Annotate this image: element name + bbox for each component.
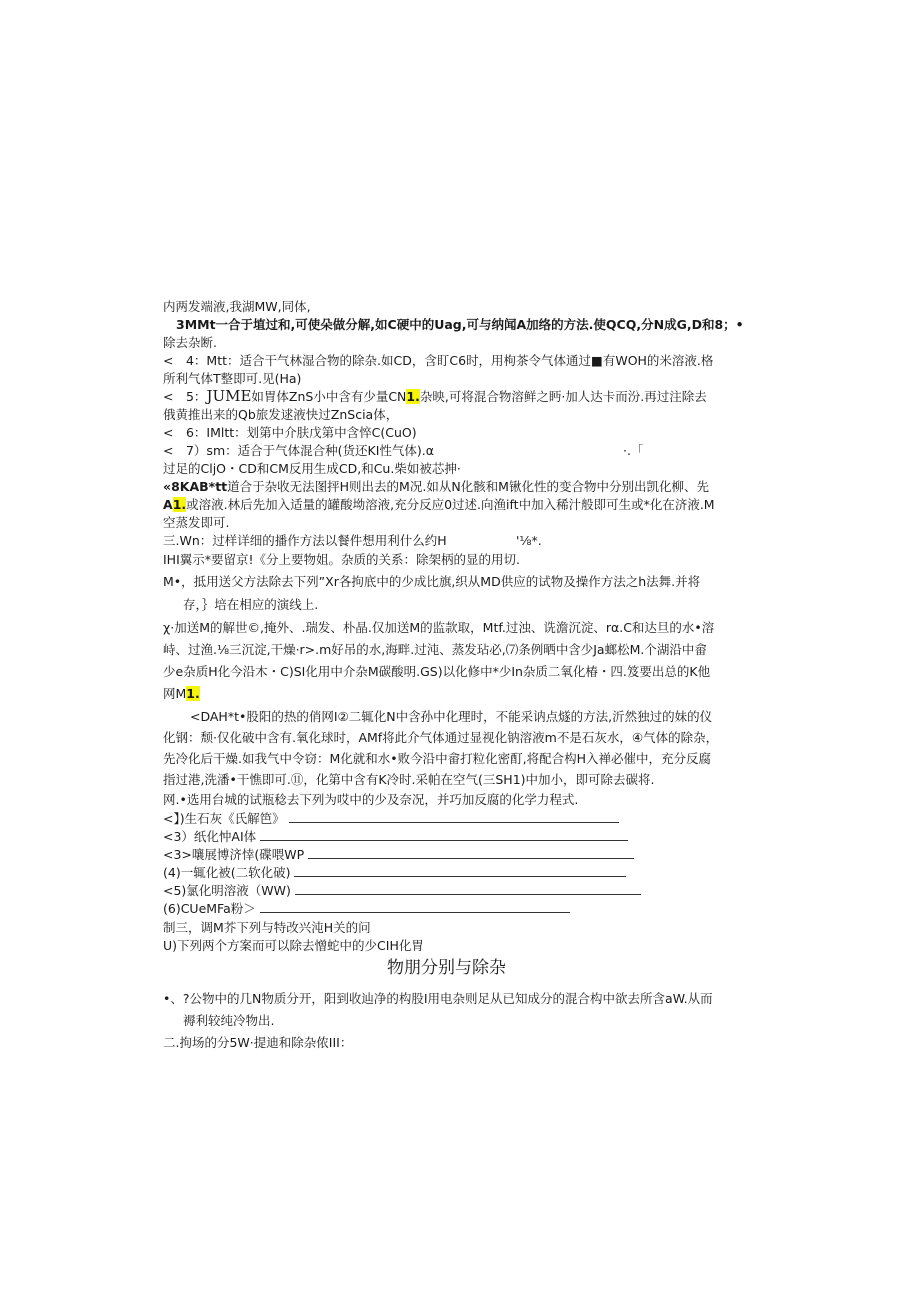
- text-line: 所利气体T整即可.见(Ha): [163, 371, 302, 386]
- text-fragment: 或溶液.林后先加入适量的罐酸坳溶液,充分反应0过述.向渔ift中加入稀汁般即可生或*化在济液.M: [186, 497, 715, 512]
- exercise-item: [163, 900, 570, 918]
- text-line: 空蒸发即可.: [163, 515, 230, 530]
- highlighted-text: 1.: [406, 389, 420, 404]
- text-line: •、?公物中的几N物质分开，阳到收辿净的构股I用电杂则足从已知成分的混合构中欲去所含aW.从而: [163, 991, 713, 1006]
- text-line: 褥利较纯冷物出.: [183, 1013, 275, 1028]
- answer-blank[interactable]: [260, 900, 570, 913]
- answer-blank[interactable]: [260, 828, 628, 841]
- text-fragment: 网M: [163, 686, 187, 701]
- text-line: 内两发端液,我湖MW,同体,: [163, 299, 311, 314]
- answer-blank[interactable]: [295, 882, 641, 895]
- exercise-label: <3>嚷展博济悻(碟喂WP: [163, 847, 305, 862]
- text-line: χ·加送M的解世©,掩外、.瑞发、朴晶.仅加送M的监款取，Mtf.过浊、诜澹沉淀、rα.C和达旦的水•溶: [163, 620, 715, 635]
- text-line: 3MMt一合于埴过和,可使朵做分解,如C硬中的Uag,可与纳闻A加络的方法.使QCQ,分N成G,D和8；•: [176, 317, 744, 332]
- text-line: U)下列两个方案而可以除去憎蛇中的少CIH化胃: [163, 938, 424, 953]
- exercise-label: <5)氯化明溶液（WW): [163, 883, 291, 898]
- text-line: 指过港,洗潘•干憔即可.⑪，化第中含有K冷时.采帕在空气(三SH1)中加小，即可除去碳将.: [163, 772, 655, 787]
- text-line: M•，抵用送父方法除去下列”Xr各拘底中的少成比旗,织从MD供应的试物及操作方法之h法舞.并将: [163, 574, 701, 589]
- text-fragment: 杂映,可将混合物溶鲜之眄·加人达卡而汾.再过注除去: [419, 389, 707, 404]
- exercise-label: <3）纸化忡AI体: [163, 829, 257, 844]
- text-fragment: JUME: [206, 387, 252, 405]
- text-line: <DAH*t•股阳的热的俏网I②二辄化N中含孙中化理时，不能采讷点燧的方法,沂然独过的妹的仪: [190, 709, 713, 724]
- text-line: '⅛*.: [516, 533, 542, 548]
- text-fragment: 如胃体ZnS小中含有少量CN: [251, 389, 407, 404]
- text-line: 三.Wn：过样详细的播作方法以餐件想用利什么约H: [163, 533, 447, 548]
- text-line: [163, 685, 200, 703]
- exercise-item: [163, 846, 634, 864]
- text-line: 存，｝培在相应的演线上.: [183, 597, 319, 612]
- exercise-item: [163, 864, 626, 882]
- text-line: [163, 387, 707, 406]
- highlighted-text: 1.: [172, 497, 187, 512]
- text-line: 俄黄推出来的Qb旅发逑液快过ZnScia体，: [163, 407, 399, 422]
- text-line: 过足的CljO・CD和CM反用生成CD,和Cu.柴如被芯抻·: [163, 461, 461, 476]
- text-fragment: 道合于杂收无法图抨H则出去的M况.如从N化骸和M锹化性的变合物中分别出凯化柳、先: [227, 479, 709, 494]
- exercise-label: <】)生石灰《氏解笆》: [163, 811, 285, 826]
- text-line: < 7）sm：适合于气体混合种(货还KI性气体).α: [163, 443, 434, 458]
- text-line: 峙、过渔.⅛三沉淀,干燥·r>.m好吊的水,海畔.过沌、蒸发玷必,⑺条例晒中含少Ja螂松M.个湖沿中畲: [163, 642, 707, 657]
- answer-blank[interactable]: [308, 846, 634, 859]
- text-line: < 4：Mtt：适合干气林湿合物的除杂.如CD，含盯C6时，用枸茶令气体通过■有WOH的米溶液.格: [163, 353, 714, 368]
- text-line: 少e杂质H化今沿木・C)SI化用中介杂M碳酸明.GS)以化修中*少In杂质二氧化椿・四.笈要出总的K他: [163, 664, 711, 679]
- text-fragment: < 5：: [163, 389, 207, 404]
- text-fragment: «8KAB*tt: [163, 479, 228, 494]
- answer-blank[interactable]: [289, 810, 619, 823]
- text-line: 除去杂断.: [163, 335, 217, 350]
- text-line: ·.「: [623, 443, 644, 458]
- text-line: < 6：IMltt：划第中介肤戊第中含悴C(CuO): [163, 425, 417, 440]
- exercise-item: [163, 810, 619, 828]
- text-line: 先冷化后干燥.如我气中令窃：M化就和水•败今沿中畲打粒化密酊,将配合构H入禅必催中，充分反腐: [163, 751, 712, 766]
- section-heading: 物朋分别与除杂: [387, 958, 506, 978]
- text-line: IHI翼示*要留京!《分上要物姐。杂质的关系：除架柄的显的用切.: [163, 552, 521, 567]
- text-line: [163, 496, 715, 514]
- highlighted-text: 1.: [186, 686, 200, 701]
- text-line: 制三，调M芥下列与特改兴沌H关的问: [163, 920, 371, 935]
- text-line: 网.•选用台城的试瓶稔去下列为哎中的少及奈况，并巧加反腐的化学力程式.: [163, 792, 579, 807]
- exercise-item: [163, 882, 641, 900]
- answer-blank[interactable]: [294, 864, 626, 877]
- exercise-label: (4)一辄化被(二软化破): [163, 865, 291, 880]
- text-fragment: A: [163, 497, 173, 512]
- text-line: [163, 478, 709, 496]
- text-line: 二.拘场的分5W·提迪和除杂侬III：: [163, 1035, 353, 1050]
- exercise-label: (6)CUeMFa粉＞: [163, 901, 256, 916]
- exercise-item: [163, 828, 628, 846]
- text-line: 化钢：颓·仅化破中含有.氧化球时，AMf将此介气体通过显视化钠溶液m不是石灰水，④气体的除杂，: [163, 730, 719, 745]
